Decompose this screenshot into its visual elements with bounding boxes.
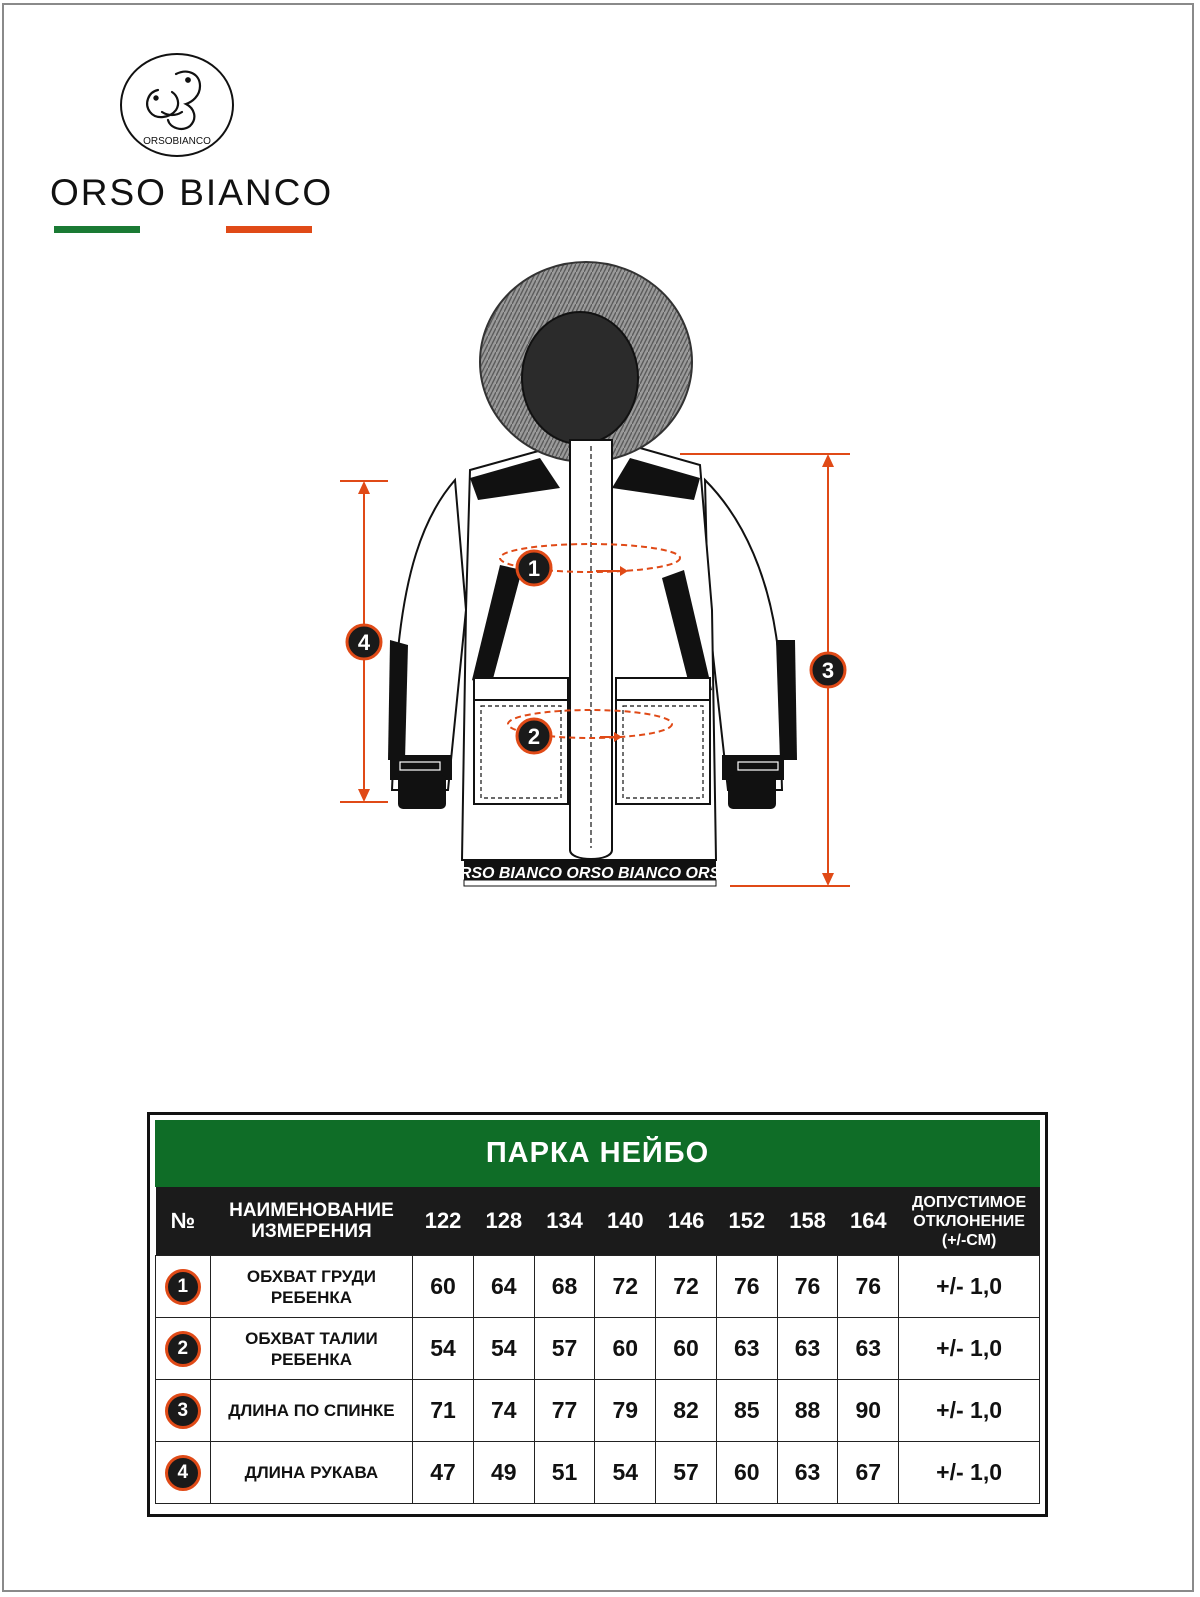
row-number-cell bbox=[156, 1380, 211, 1442]
table-row bbox=[156, 1380, 1040, 1442]
brand-name: ORSO BIANCO bbox=[50, 172, 334, 213]
header-tolerance-line2: ОТКЛОНЕНИЕ bbox=[913, 1212, 1025, 1230]
value-cell: 57 bbox=[656, 1442, 717, 1504]
header-row bbox=[156, 1187, 1040, 1256]
header-size: 140 bbox=[595, 1187, 656, 1256]
row-badge: 2 bbox=[165, 1331, 201, 1367]
header-tolerance-line3: (+/-СМ) bbox=[941, 1231, 997, 1249]
value-cell: 76 bbox=[777, 1256, 838, 1318]
row-badge: 1 bbox=[165, 1269, 201, 1305]
marker-4 bbox=[347, 625, 381, 659]
value-cell: 85 bbox=[716, 1380, 777, 1442]
value-cell: 76 bbox=[838, 1256, 899, 1318]
header-name-line2: ИЗМЕРЕНИЯ bbox=[251, 1221, 372, 1242]
value-cell: 63 bbox=[716, 1318, 777, 1380]
value-cell: 88 bbox=[777, 1380, 838, 1442]
value-cell: 71 bbox=[413, 1380, 474, 1442]
value-cell: 90 bbox=[838, 1380, 899, 1442]
row-badge: 3 bbox=[165, 1393, 201, 1429]
header-name-line1: НАИМЕНОВАНИЕ bbox=[229, 1200, 394, 1221]
tolerance-cell: +/- 1,0 bbox=[899, 1256, 1040, 1318]
green-stripe bbox=[54, 226, 140, 233]
measurement-name: ДЛИНА ПО СПИНКЕ bbox=[210, 1380, 413, 1442]
value-cell: 60 bbox=[413, 1256, 474, 1318]
measurement-name: ОБХВАТ ГРУДИ РЕБЕНКА bbox=[210, 1256, 413, 1318]
value-cell: 60 bbox=[595, 1318, 656, 1380]
row-badge: 4 bbox=[165, 1455, 201, 1491]
red-stripe bbox=[226, 226, 312, 233]
marker-3 bbox=[811, 653, 845, 687]
row-number-cell bbox=[156, 1256, 211, 1318]
marker-2 bbox=[517, 719, 551, 753]
header-tolerance bbox=[899, 1187, 1040, 1256]
svg-text:4: 4 bbox=[357, 630, 371, 655]
svg-text:2: 2 bbox=[527, 724, 541, 749]
row-number-cell bbox=[156, 1318, 211, 1380]
row-number-cell bbox=[156, 1442, 211, 1504]
value-cell: 60 bbox=[716, 1442, 777, 1504]
value-cell: 54 bbox=[473, 1318, 534, 1380]
header-size: 152 bbox=[716, 1187, 777, 1256]
value-cell: 63 bbox=[777, 1442, 838, 1504]
logo-text: ORSOBIANCO bbox=[143, 136, 211, 147]
tolerance-cell: +/- 1,0 bbox=[899, 1318, 1040, 1380]
value-cell: 54 bbox=[413, 1318, 474, 1380]
value-cell: 60 bbox=[656, 1318, 717, 1380]
jacket-diagram bbox=[320, 258, 880, 898]
size-table bbox=[147, 1112, 1048, 1517]
value-cell: 63 bbox=[838, 1318, 899, 1380]
tolerance-cell: +/- 1,0 bbox=[899, 1442, 1040, 1504]
value-cell: 47 bbox=[413, 1442, 474, 1504]
jacket-body bbox=[388, 262, 797, 886]
value-cell: 67 bbox=[838, 1442, 899, 1504]
header-size: 122 bbox=[413, 1187, 474, 1256]
value-cell: 72 bbox=[595, 1256, 656, 1318]
value-cell: 57 bbox=[534, 1318, 595, 1380]
table-title: ПАРКА НЕЙБО bbox=[155, 1120, 1040, 1187]
table-row bbox=[156, 1318, 1040, 1380]
table-row bbox=[156, 1256, 1040, 1318]
svg-text:3: 3 bbox=[821, 658, 835, 683]
header-tolerance-line1: ДОПУСТИМОЕ bbox=[912, 1193, 1027, 1211]
header-size: 134 bbox=[534, 1187, 595, 1256]
value-cell: 79 bbox=[595, 1380, 656, 1442]
marker-1 bbox=[517, 551, 551, 585]
size-grid bbox=[155, 1187, 1040, 1504]
value-cell: 54 bbox=[595, 1442, 656, 1504]
measurement-name: ОБХВАТ ТАЛИИ РЕБЕНКА bbox=[210, 1318, 413, 1380]
value-cell: 74 bbox=[473, 1380, 534, 1442]
value-cell: 72 bbox=[656, 1256, 717, 1318]
value-cell: 49 bbox=[473, 1442, 534, 1504]
tolerance-cell: +/- 1,0 bbox=[899, 1380, 1040, 1442]
header-size: 146 bbox=[656, 1187, 717, 1256]
value-cell: 76 bbox=[716, 1256, 777, 1318]
header-size: 158 bbox=[777, 1187, 838, 1256]
header-size: 128 bbox=[473, 1187, 534, 1256]
value-cell: 82 bbox=[656, 1380, 717, 1442]
table-row bbox=[156, 1442, 1040, 1504]
svg-text:1: 1 bbox=[527, 556, 541, 581]
measurement-name: ДЛИНА РУКАВА bbox=[210, 1442, 413, 1504]
brand-logo bbox=[118, 52, 236, 158]
header-name bbox=[210, 1187, 413, 1256]
value-cell: 51 bbox=[534, 1442, 595, 1504]
value-cell: 63 bbox=[777, 1318, 838, 1380]
header-size: 164 bbox=[838, 1187, 899, 1256]
value-cell: 77 bbox=[534, 1380, 595, 1442]
value-cell: 64 bbox=[473, 1256, 534, 1318]
value-cell: 68 bbox=[534, 1256, 595, 1318]
header-number: № bbox=[156, 1187, 211, 1256]
hem-tape-text: ORSO BIANCO ORSO BIANCO ORSO bbox=[447, 865, 733, 882]
